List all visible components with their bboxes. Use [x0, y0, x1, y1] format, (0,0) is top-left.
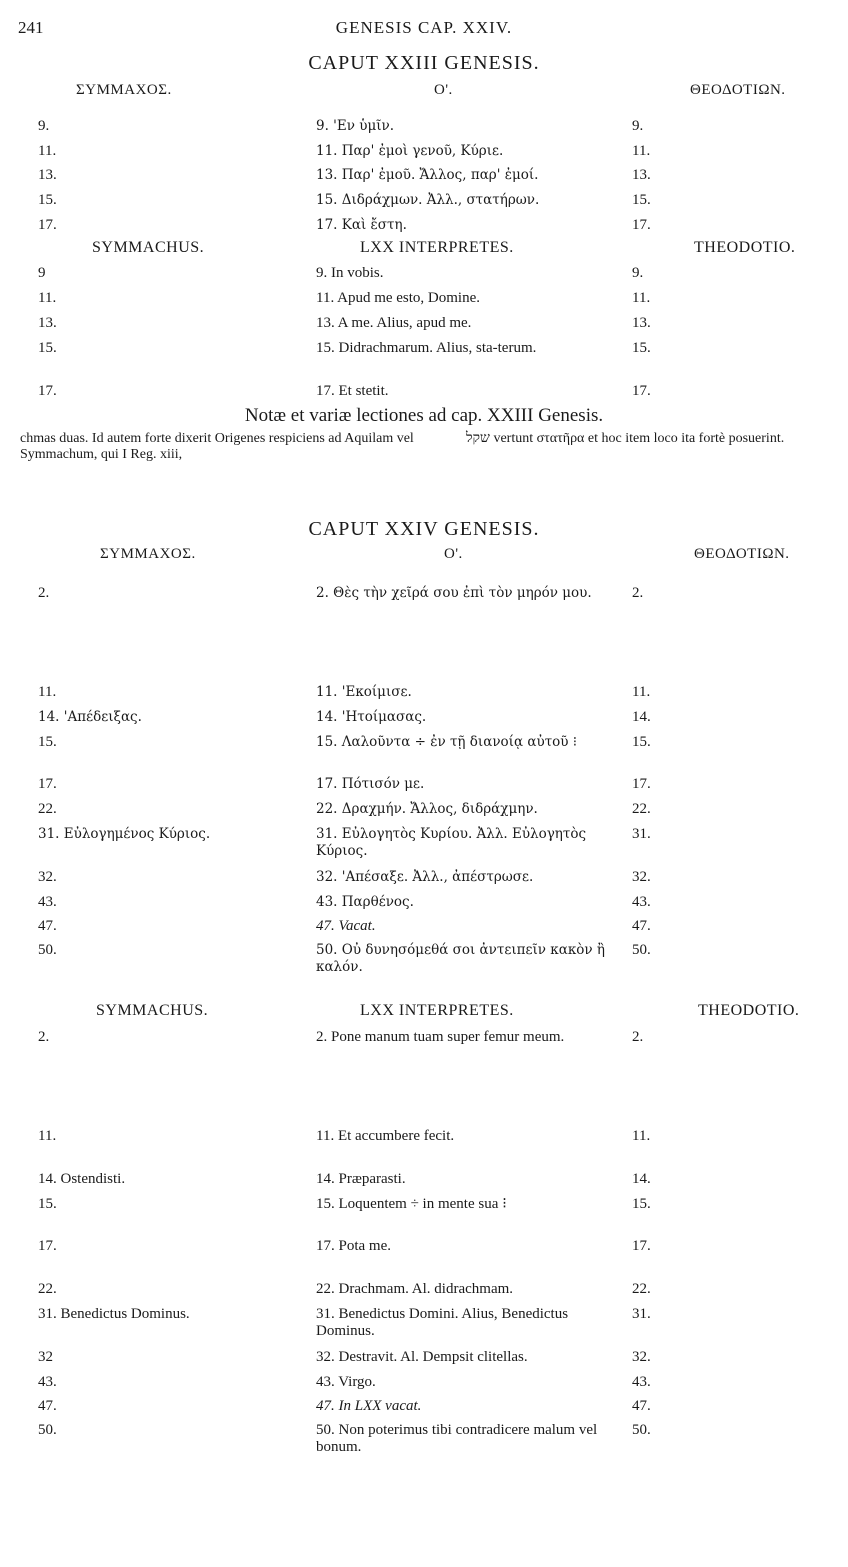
c23-l-sym-4: 17. — [38, 383, 57, 399]
c24-l-lxx-3: 15. Loquentem ÷ in mente sua ⁝ — [316, 1196, 507, 1212]
c24-l-lxx-9: 47. In LXX vacat. — [316, 1398, 422, 1414]
c23-l-lxx-2: 13. A me. Alius, apud me. — [316, 315, 472, 331]
page-number: 241 — [18, 18, 44, 37]
c23-latin-header-lxx: LXX INTERPRETES. — [360, 239, 514, 256]
c23-l-lxx-0: 9. In vobis. — [316, 265, 384, 281]
c24-g-theo-6: 31. — [632, 826, 651, 842]
c24-latin-header-symmachus: SYMMACHUS. — [96, 1002, 209, 1019]
c24-greek-header-theodotion: ΘΕΟΔΟΤΙΩΝ. — [694, 546, 790, 562]
c23-g-sym-2: 13. — [38, 167, 57, 183]
c24-l-theo-7: 32. — [632, 1349, 651, 1365]
c23-greek-header-symmachus: ΣΥΜΜΑΧΟΣ. — [76, 82, 172, 98]
c24-g-sym-3: 15. — [38, 734, 57, 750]
c24-latin-header-lxx: LXX INTERPRETES. — [360, 1002, 514, 1019]
c24-l-lxx-8: 43. Virgo. — [316, 1374, 376, 1390]
c24-g-sym-4: 17. — [38, 776, 57, 792]
c24-g-theo-8: 43. — [632, 894, 651, 910]
c24-l-lxx-5: 22. Drachmam. Al. didrachmam. — [316, 1281, 514, 1297]
c24-l-sym-5: 22. — [38, 1281, 57, 1297]
c24-l-sym-9: 47. — [38, 1398, 57, 1414]
c23-l-theo-3: 15. — [632, 340, 651, 356]
c24-g-theo-5: 22. — [632, 801, 651, 817]
c24-l-sym-10: 50. — [38, 1422, 57, 1438]
c24-l-lxx-2: 14. Præparasti. — [316, 1171, 406, 1187]
c24-g-lxx-3: 15. Λαλοῦντα ÷ ἐν τῇ διανοίᾳ αὐτοῦ ⁝ — [316, 734, 578, 750]
c24-latin-header-theodotio: THEODOTIO. — [698, 1002, 800, 1019]
c24-l-lxx-0: 2. Pone manum tuam super femur meum. — [316, 1029, 565, 1045]
c23-g-theo-0: 9. — [632, 118, 644, 134]
c24-l-theo-9: 47. — [632, 1398, 651, 1414]
c23-g-theo-1: 11. — [632, 143, 651, 159]
c24-g-sym-6: 31. Εὐλογημένος Κύριος. — [38, 826, 211, 842]
chapter-23-title: CAPUT XXIII GENESIS. — [308, 52, 540, 74]
c23-g-lxx-4: 17. Καὶ ἔστη. — [316, 217, 407, 233]
c24-g-lxx-4: 17. Πότισόν με. — [316, 776, 425, 792]
c23-greek-header-lxx: Ο'. — [434, 82, 453, 98]
c24-l-theo-8: 43. — [632, 1374, 651, 1390]
c24-l-theo-5: 22. — [632, 1281, 651, 1297]
c24-g-theo-1: 11. — [632, 684, 651, 700]
c24-l-lxx-7: 32. Destravit. Al. Dempsit clitellas. — [316, 1349, 528, 1365]
c23-l-lxx-3: 15. Didrachmarum. Alius, sta-terum. — [316, 340, 537, 356]
c23-latin-header-symmachus: SYMMACHUS. — [92, 239, 205, 256]
c24-g-lxx-6: 31. Εὐλογητὸς Κυρίου. Ἀλλ. Εὐλογητὸς Κύριος. — [316, 826, 587, 859]
c23-g-lxx-3: 15. Διδράχμων. Ἀλλ., στατήρων. — [316, 192, 540, 208]
c24-l-sym-1: 11. — [38, 1128, 57, 1144]
c23-g-sym-1: 11. — [38, 143, 57, 159]
c24-g-sym-8: 43. — [38, 894, 57, 910]
c24-l-lxx-4: 17. Pota me. — [316, 1238, 391, 1254]
c23-l-sym-1: 11. — [38, 290, 57, 306]
c24-l-lxx-6: 31. Benedictus Domini. Alius, Benedictus Dominus. — [316, 1306, 569, 1339]
c23-note-right: שקל vertunt στατῆρα et hoc item loco ita fortè posuerint. — [466, 431, 785, 446]
c24-g-theo-9: 47. — [632, 918, 651, 934]
c24-l-theo-1: 11. — [632, 1128, 651, 1144]
c24-g-sym-9: 47. — [38, 918, 57, 934]
c24-g-theo-4: 17. — [632, 776, 651, 792]
c23-g-sym-3: 15. — [38, 192, 57, 208]
c24-g-theo-0: 2. — [632, 585, 644, 601]
c24-l-theo-4: 17. — [632, 1238, 651, 1254]
c23-l-theo-0: 9. — [632, 265, 644, 281]
c24-l-theo-2: 14. — [632, 1171, 651, 1187]
c24-l-sym-8: 43. — [38, 1374, 57, 1390]
c23-l-lxx-1: 11. Apud me esto, Domine. — [316, 290, 481, 306]
c24-g-theo-3: 15. — [632, 734, 651, 750]
c24-g-lxx-0: 2. Θὲς τὴν χεῖρά σου ἐπὶ τὸν μηρόν μου. — [316, 585, 592, 601]
c23-g-theo-3: 15. — [632, 192, 651, 208]
c24-greek-header-symmachus: ΣΥΜΜΑΧΟΣ. — [100, 546, 196, 562]
c23-l-sym-0: 9 — [38, 265, 46, 281]
c24-g-sym-7: 32. — [38, 869, 57, 885]
c24-l-theo-6: 31. — [632, 1306, 651, 1322]
c24-l-sym-2: 14. Ostendisti. — [38, 1171, 126, 1187]
c23-g-theo-4: 17. — [632, 217, 651, 233]
c24-g-lxx-2: 14. 'Ητοίμασας. — [316, 709, 427, 725]
c24-l-theo-3: 15. — [632, 1196, 651, 1212]
c24-l-sym-0: 2. — [38, 1029, 50, 1045]
c23-l-sym-2: 13. — [38, 315, 57, 331]
c23-g-sym-4: 17. — [38, 217, 57, 233]
c23-g-theo-2: 13. — [632, 167, 651, 183]
c24-g-sym-2: 14. 'Απέδειξας. — [38, 709, 142, 725]
running-head: GENESIS CAP. XXIV. — [335, 18, 513, 37]
c23-latin-header-theodotio: THEODOTIO. — [694, 239, 796, 256]
c24-l-sym-3: 15. — [38, 1196, 57, 1212]
c23-l-theo-2: 13. — [632, 315, 651, 331]
c23-g-sym-0: 9. — [38, 118, 50, 134]
c23-l-lxx-4: 17. Et stetit. — [316, 383, 389, 399]
c24-l-sym-7: 32 — [38, 1349, 53, 1365]
c24-g-lxx-1: 11. 'Εκοίμισε. — [316, 684, 412, 700]
c24-g-sym-1: 11. — [38, 684, 57, 700]
c24-g-lxx-5: 22. Δραχμήν. Ἄλλος, διδράχμην. — [316, 801, 538, 817]
c24-g-lxx-8: 43. Παρθένος. — [316, 894, 414, 910]
c24-g-lxx-9: 47. Vacat. — [316, 918, 376, 934]
c23-l-sym-3: 15. — [38, 340, 57, 356]
c24-g-sym-0: 2. — [38, 585, 50, 601]
c23-g-lxx-2: 13. Παρ' ἐμοῦ. Ἄλλος, παρ' ἐμοί. — [316, 167, 539, 183]
c24-g-lxx-10: 50. Οὐ δυνησόμεθά σοι ἀντειπεῖν κακὸν ἢ καλόν. — [316, 942, 605, 975]
c24-g-theo-7: 32. — [632, 869, 651, 885]
c23-g-lxx-0: 9. 'Εν ὑμῖν. — [316, 118, 395, 134]
c23-greek-header-theodotion: ΘΕΟΔΟΤΙΩΝ. — [690, 82, 786, 98]
c24-l-lxx-10: 50. Non poterimus tibi contradicere malum vel bonum. — [316, 1422, 598, 1455]
chapter-24-title: CAPUT XXIV GENESIS. — [308, 518, 540, 540]
c24-g-sym-5: 22. — [38, 801, 57, 817]
c24-g-theo-2: 14. — [632, 709, 651, 725]
c24-l-theo-0: 2. — [632, 1029, 644, 1045]
c24-l-sym-4: 17. — [38, 1238, 57, 1254]
c23-g-lxx-1: 11. Παρ' ἐμοὶ γενοῦ, Κύριε. — [316, 143, 504, 159]
c23-l-theo-1: 11. — [632, 290, 651, 306]
c24-l-theo-10: 50. — [632, 1422, 651, 1438]
c24-g-sym-10: 50. — [38, 942, 57, 958]
c24-g-lxx-7: 32. 'Απέσαξε. Ἀλλ., ἀπέστρωσε. — [316, 869, 534, 885]
c24-g-theo-10: 50. — [632, 942, 651, 958]
c23-note-left: chmas duas. Id autem forte dixerit Origenes respiciens ad Aquilam vel Symmachum, qui I Reg. xiii, — [20, 431, 414, 462]
c24-greek-header-lxx: Ο'. — [444, 546, 463, 562]
c24-l-sym-6: 31. Benedictus Dominus. — [38, 1306, 190, 1322]
c23-l-theo-4: 17. — [632, 383, 651, 399]
c24-l-lxx-1: 11. Et accumbere fecit. — [316, 1128, 455, 1144]
c23-notes-title: Notæ et variæ lectiones ad cap. XXIII Genesis. — [244, 405, 604, 426]
